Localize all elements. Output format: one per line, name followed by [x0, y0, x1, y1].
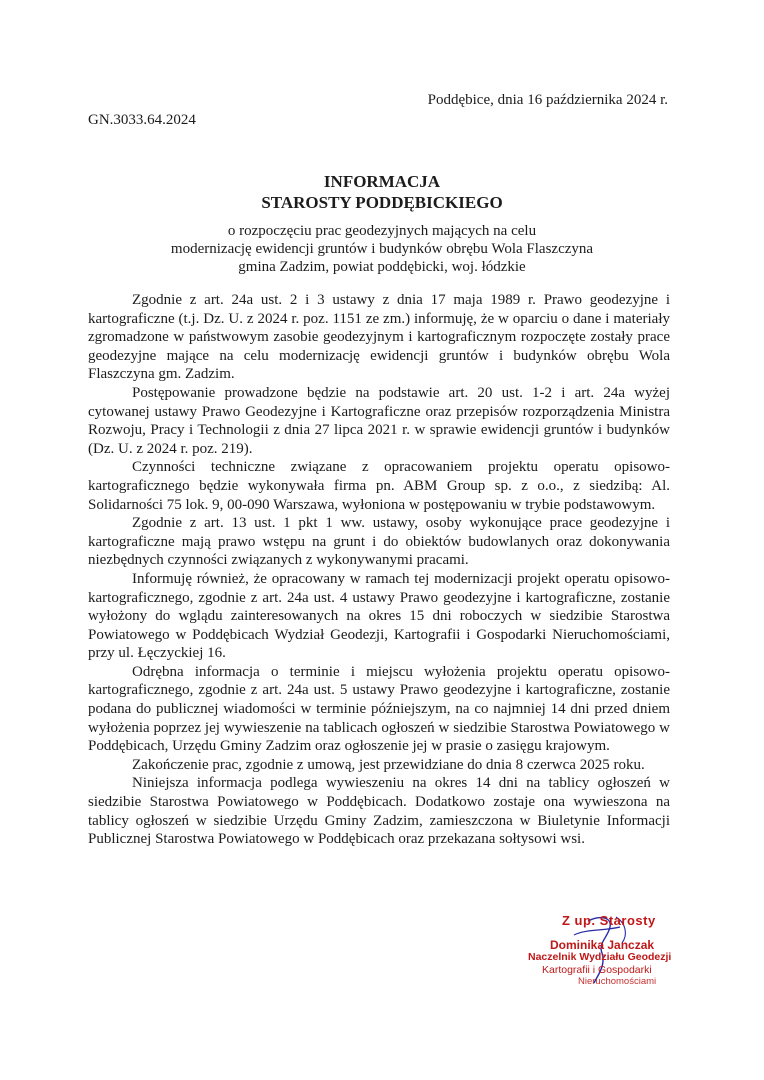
paragraph-legal-basis: Zgodnie z art. 24a ust. 2 i 3 ustawy z dnia 17 maja 1989 r. Prawo geodezyjne i kartograficzne (t.j. Dz. U. z 2024 r. poz. 1151 ze zm.) informuję, że w oparciu o dane i materiały zgromadzone w państwowym zasobie geodezyjnym i kartograficznym rozpoczęte zostały prace geodezyjne mające na celu modernizację ewidencji gruntów i budynków obrębu Wola Flaszczyna gm. Zadzim.: [88, 292, 670, 383]
title-line-2: STAROSTY PODDĘBICKIEGO: [261, 193, 503, 212]
subtitle-line-3: gmina Zadzim, powiat poddębicki, woj. łódzkie: [238, 259, 526, 275]
subtitle-line-2: modernizację ewidencji gruntów i budynków obrębu Wola Flaszczyna: [170, 241, 594, 257]
paragraph-contractor: Czynności techniczne związane z opracowaniem projektu operatu opisowo-kartograficznego będzie wykonywała firma pn. ABM Group sp. z o.o., z siedzibą: Al. Solidarności 75 lok. 9, 00-090 Warszawa, wyłoniona w postępowaniu w trybie podstawowym.: [88, 459, 670, 513]
signature-authorization: Z up. Starosty: [562, 913, 656, 928]
paragraph-access-rights: Zgodnie z art. 13 ust. 1 pkt 1 ww. ustawy, osoby wykonujące prace geodezyjne i kartograficzne mają prawo wstępu na grunt i do obiektów budowlanych oraz dokonywania niezbędnych czynności związanych z wykonywanymi pracami.: [88, 515, 670, 569]
reference-number: GN.3033.64.2024: [88, 112, 196, 128]
paragraph-procedure: Postępowanie prowadzone będzie na podstawie art. 20 ust. 1-2 i art. 24a wyżej cytowanej ustawy Prawo Geodezyjne i Kartograficzne oraz przepisów rozporządzenia Ministra Rozwoju, Pracy i Technologii z dnia 27 lipca 2021 r. w sprawie ewidencji gruntów i budynków (Dz. U. z 2024 r. poz. 219).: [88, 384, 670, 457]
signature-department: Kartografii i Gospodarki: [542, 964, 652, 976]
document-subtitle: [0, 222, 764, 276]
paragraph-posting: Niniejsza informacja podlega wywieszeniu na okres 14 dni na tablicy ogłoszeń w siedzibie Starostwa Powiatowego w Poddębicach. Dodatkowo zostaje ona wywieszona na tablicy ogłoszeń w siedzibie Urzędu Gminy Zadzim, zamieszczona w Biuletynie Informacji Publicznej Starostwa Powiatowego w Poddębicach oraz przekazana sołtysowi wsi.: [88, 775, 670, 848]
title-line-1: INFORMACJA: [323, 172, 441, 191]
document-title: [0, 171, 764, 213]
signature-name: Dominika Janczak: [550, 938, 655, 952]
signature-stamp: [528, 913, 688, 993]
body-text: [88, 291, 670, 849]
paragraph-project-display: Informuję również, że opracowany w ramach tej modernizacji projekt operatu opisowo-kartograficznego, zgodnie z art. 24a ust. 4 ustawy Prawo geodezyjne i kartograficzne, zostanie wyłożony do wglądu zainteresowanych na okres 15 dni roboczych w siedzibie Starostwa Powiatowego w Poddębicach Wydział Geodezji, Kartografii i Gospodarki Nieruchomościami, przy ul. Łęczyckiej 16.: [88, 570, 670, 662]
signature-department-end: Nieruchomościami: [578, 976, 657, 987]
paragraph-completion-date: Zakończenie prac, zgodnie z umową, jest przewidziane do dnia 8 czerwca 2025 roku.: [132, 756, 645, 773]
signature-position: Naczelnik Wydziału Geodezji: [528, 951, 672, 963]
subtitle-line-1: o rozpoczęciu prac geodezyjnych mających na celu: [227, 223, 537, 239]
place-date: Poddębice, dnia 16 października 2024 r.: [427, 92, 668, 108]
paragraph-separate-notice: Odrębna informacja o terminie i miejscu wyłożenia projektu operatu opisowo-kartograficznego, zgodnie z art. 24a ust. 5 ustawy Prawo geodezyjne i kartograficzne, zostanie podana do publicznej wiadomości w terminie późniejszym, na co najmniej 14 dni przed dniem wyłożenia poprzez jej wywieszenie na tablicach ogłoszeń w siedzibie Starostwa Powiatowego w Poddębicach, Urzędu Gminy Zadzim oraz ogłoszenie jej w prasie o zasięgu krajowym.: [88, 663, 670, 755]
